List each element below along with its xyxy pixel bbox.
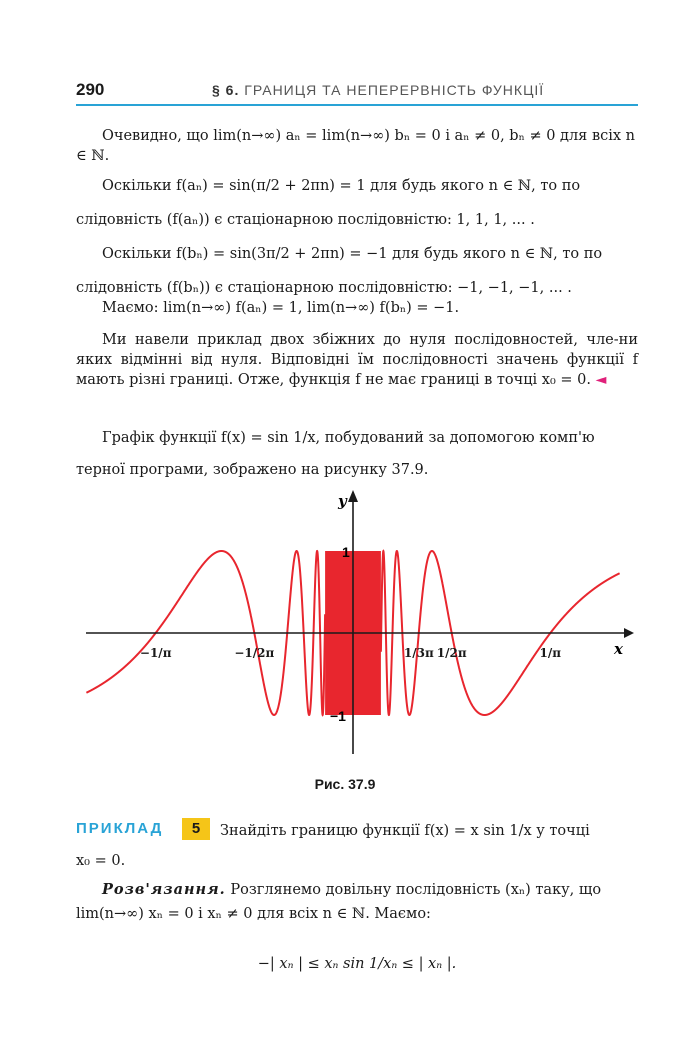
x-tick-label: 1/π — [539, 646, 562, 660]
conclusion-text: Ми навели приклад двох збіжних до нуля послідовностей, чле-ни яких відмінні від нуля. Відповідні їм послідовності значень функції f мають різні границі. Отже, функція f не має границі в точці x₀ = 0. — [76, 332, 638, 388]
solution-line1 — [76, 880, 638, 900]
paragraph-f-bn-line1: Оскільки f(bₙ) = sin(3π/2 + 2πn) = −1 для будь якого n ∈ ℕ, то по — [102, 246, 603, 262]
paragraph-conclusion — [76, 330, 638, 390]
example-number-badge: 5 — [182, 818, 210, 840]
y-axis-label: y — [338, 492, 347, 510]
paragraph-f-bn-line2: слідовність (f(bₙ)) є стаціонарною послідовністю: −1, −1, −1, ... . — [76, 280, 572, 296]
paragraph-graph-intro-line1: Графік функції f(x) = sin 1/x, побудований за допомогою комп'ю — [102, 430, 595, 446]
y-tick-minus-one: −1 — [330, 708, 346, 724]
x-tick-label: 1/3π — [403, 646, 434, 660]
solution-text: Розглянемо довільну послідовність (xₙ) таку, що — [225, 882, 602, 898]
x-tick-label: −1/2π — [234, 646, 275, 660]
header-rule — [76, 104, 638, 106]
section-mark: § 6. — [212, 82, 240, 98]
paragraph-have: Маємо: lim(n→∞) f(aₙ) = 1, lim(n→∞) f(bₙ) = −1. — [102, 300, 460, 316]
figure-caption: Рис. 37.9 — [314, 776, 376, 792]
paragraph-f-an-line2: слідовність (f(aₙ)) є стаціонарною послідовністю: 1, 1, 1, ... . — [76, 212, 535, 228]
y-tick-one: 1 — [342, 544, 350, 560]
running-header — [212, 82, 544, 98]
example-label: ПРИКЛАД — [76, 820, 164, 837]
solution-label: Розв'язання. — [102, 881, 226, 898]
y-axis-arrow — [348, 490, 358, 502]
x-tick-label: −1/π — [139, 646, 172, 660]
chapter-title: ГРАНИЦЯ ТА НЕПЕРЕРВНІСТЬ ФУНКЦІЇ — [244, 82, 545, 98]
paragraph-f-an-line1: Оскільки f(aₙ) = sin(π/2 + 2πn) = 1 для будь якого n ∈ ℕ, то по — [102, 178, 581, 194]
example-text-line1: Знайдіть границю функції f(x) = x sin 1/x у точці — [220, 823, 590, 839]
graph-sin-1-over-x — [76, 486, 636, 766]
end-of-proof-marker: ◄ — [595, 372, 607, 388]
x-tick-label: 1/2π — [436, 646, 467, 660]
x-axis-arrow — [624, 628, 634, 638]
inequality-formula: −| xₙ | ≤ xₙ sin 1/xₙ ≤ | xₙ |. — [257, 956, 457, 972]
x-axis-label: x — [614, 640, 623, 658]
example-text-line2: x₀ = 0. — [76, 853, 126, 869]
paragraph-limits: Очевидно, що lim(n→∞) aₙ = lim(n→∞) bₙ = 0 і aₙ ≠ 0, bₙ ≠ 0 для всіх n ∈ ℕ. — [76, 128, 635, 164]
paragraph-graph-intro-line2: терної програми, зображено на рисунку 37.9. — [76, 462, 429, 478]
page-number: 290 — [76, 80, 105, 99]
solution-line2: lim(n→∞) xₙ = 0 і xₙ ≠ 0 для всіх n ∈ ℕ. Маємо: — [76, 906, 431, 922]
